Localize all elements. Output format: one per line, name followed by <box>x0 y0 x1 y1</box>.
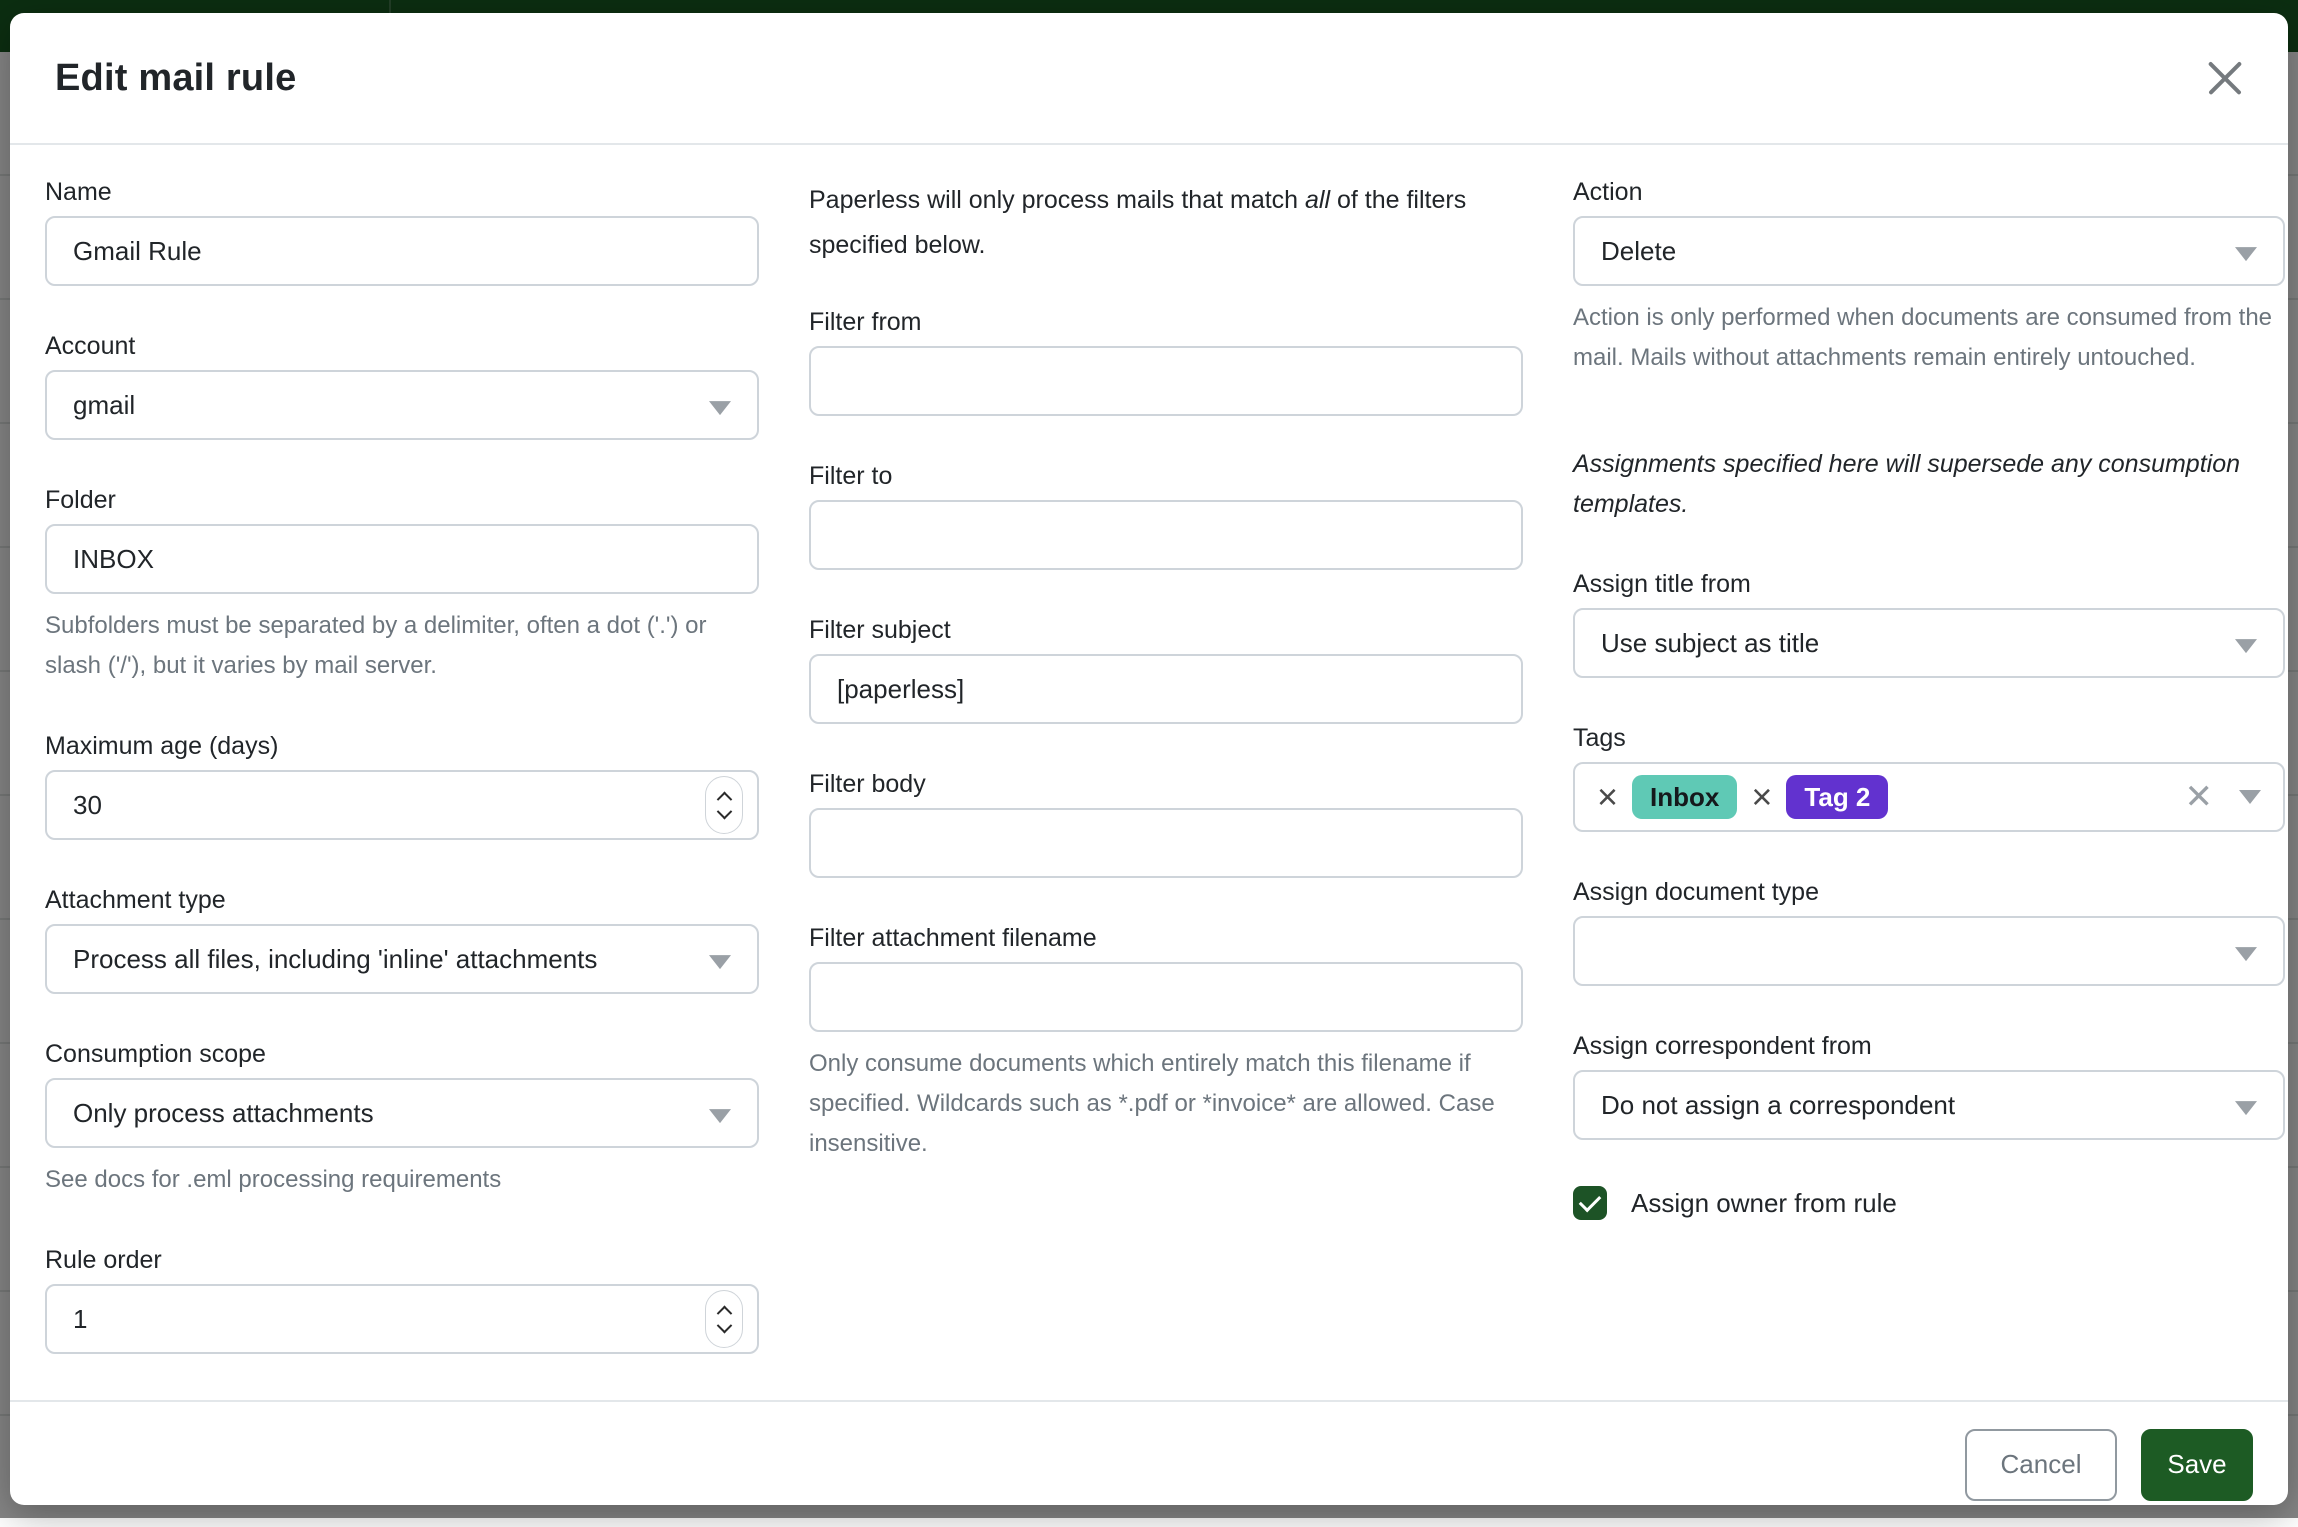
filter-to-input[interactable] <box>809 500 1523 570</box>
cancel-button[interactable]: Cancel <box>1965 1429 2117 1501</box>
assign-title-select[interactable] <box>1573 608 2285 678</box>
field-max-age <box>45 732 759 840</box>
field-attachment-type <box>45 886 759 994</box>
save-button[interactable]: Save <box>2141 1429 2253 1501</box>
rule-order-number-input[interactable] <box>45 1284 759 1354</box>
stepper-down-icon[interactable] <box>716 803 732 819</box>
action-select[interactable] <box>1573 216 2285 286</box>
filter-from-label: Filter from <box>809 308 922 336</box>
assignments-note: Assignments specified here will supersede any consumption templates. <box>1573 450 2241 518</box>
field-consumption-scope <box>45 1040 759 1200</box>
chevron-down-icon <box>2235 247 2257 261</box>
stepper-down-icon[interactable] <box>716 1317 732 1333</box>
number-stepper[interactable] <box>705 1290 743 1348</box>
filter-body-label: Filter body <box>809 770 926 798</box>
remove-tag-icon[interactable]: × <box>1751 776 1773 817</box>
field-filter-body <box>809 770 1523 878</box>
rule-order-label: Rule order <box>45 1246 162 1274</box>
assign-doc-type-label: Assign document type <box>1573 878 1819 906</box>
assign-title-value: Use subject as title <box>1601 627 1820 658</box>
max-age-number-input[interactable] <box>45 770 759 840</box>
dialog-footer <box>10 1400 2288 1527</box>
rule-order-value: 1 <box>73 1303 88 1334</box>
folder-input[interactable] <box>45 524 759 594</box>
account-value: gmail <box>73 389 136 420</box>
folder-help-text: Subfolders must be separated by a delimiter, often a dot ('.') or slash ('/'), but it varies by mail server. <box>45 612 707 679</box>
dialog-body <box>10 145 2288 1400</box>
attachment-type-label: Attachment type <box>45 886 226 914</box>
field-assign-doc-type <box>1573 878 2285 986</box>
tags-multiselect[interactable] <box>1573 762 2285 832</box>
field-tags <box>1573 724 2285 832</box>
column-left <box>45 178 759 1400</box>
chevron-down-icon <box>2235 947 2257 961</box>
filter-subject-input[interactable] <box>809 654 1523 724</box>
account-select[interactable] <box>45 370 759 440</box>
field-name <box>45 178 759 286</box>
max-age-value: 30 <box>73 789 102 820</box>
assign-correspondent-label: Assign correspondent from <box>1573 1032 1872 1060</box>
consumption-scope-value: Only process attachments <box>73 1097 374 1128</box>
filters-intro-text: Paperless will only process mails that match all of the filters specified below. <box>809 186 1467 259</box>
tag-chip: Tag 2 <box>1786 775 1888 819</box>
tag-chip: Inbox <box>1632 775 1737 819</box>
assign-correspondent-value: Do not assign a correspondent <box>1601 1089 1956 1120</box>
field-filter-to <box>809 462 1523 570</box>
field-filter-subject <box>809 616 1523 724</box>
consumption-scope-help-text: See docs for .eml processing requirements <box>45 1166 502 1193</box>
name-input[interactable] <box>45 216 759 286</box>
column-right <box>1573 178 2285 1400</box>
field-folder <box>45 486 759 686</box>
number-stepper[interactable] <box>705 776 743 834</box>
assign-correspondent-select[interactable] <box>1573 1070 2285 1140</box>
field-assign-owner <box>1573 1186 2285 1220</box>
field-account <box>45 332 759 440</box>
field-assign-correspondent <box>1573 1032 2285 1140</box>
filter-attachment-label: Filter attachment filename <box>809 924 1097 952</box>
filter-subject-label: Filter subject <box>809 616 951 644</box>
chevron-down-icon <box>2235 1101 2257 1115</box>
action-help-text: Action is only performed when documents are consumed from the mail. Mails without attachments remain entirely untouched. <box>1573 304 2273 371</box>
filter-to-label: Filter to <box>809 462 893 490</box>
chevron-down-icon <box>2235 639 2257 653</box>
filter-attachment-input[interactable] <box>809 962 1523 1032</box>
attachment-type-select[interactable] <box>45 924 759 994</box>
close-icon[interactable] <box>2202 55 2248 101</box>
clear-all-icon[interactable]: ✕ <box>2184 778 2213 816</box>
name-label: Name <box>45 178 112 206</box>
field-rule-order <box>45 1246 759 1354</box>
assign-owner-checkbox[interactable] <box>1573 1186 1607 1220</box>
field-filter-from <box>809 308 1523 416</box>
action-label: Action <box>1573 178 1643 206</box>
filter-attachment-help-text: Only consume documents which entirely match this filename if specified. Wildcards such as *.pdf or *invoice* are allowed. Case insensitive. <box>809 1050 1495 1157</box>
filter-body-input[interactable] <box>809 808 1523 878</box>
edit-mail-rule-dialog <box>10 13 2288 1505</box>
assign-owner-label[interactable]: Assign owner from rule <box>1631 1187 1897 1218</box>
field-filter-attachment <box>809 924 1523 1164</box>
folder-label: Folder <box>45 486 116 514</box>
account-label: Account <box>45 332 136 360</box>
tags-label: Tags <box>1573 724 1626 752</box>
column-middle <box>809 178 1523 1400</box>
filter-from-input[interactable] <box>809 346 1523 416</box>
field-action <box>1573 178 2285 378</box>
max-age-label: Maximum age (days) <box>45 732 279 760</box>
chevron-down-icon <box>709 1109 731 1123</box>
chevron-down-icon <box>709 955 731 969</box>
consumption-scope-select[interactable] <box>45 1078 759 1148</box>
dialog-title: Edit mail rule <box>55 56 297 99</box>
attachment-type-value: Process all files, including 'inline' attachments <box>73 943 598 974</box>
action-value: Delete <box>1601 235 1677 266</box>
chevron-down-icon <box>709 401 731 415</box>
field-assign-title <box>1573 570 2285 678</box>
assign-title-label: Assign title from <box>1573 570 1751 598</box>
consumption-scope-label: Consumption scope <box>45 1040 266 1068</box>
chevron-down-icon[interactable] <box>2239 790 2261 804</box>
assign-doc-type-select[interactable] <box>1573 916 2285 986</box>
remove-tag-icon[interactable]: × <box>1597 776 1619 817</box>
dialog-header <box>10 13 2288 145</box>
